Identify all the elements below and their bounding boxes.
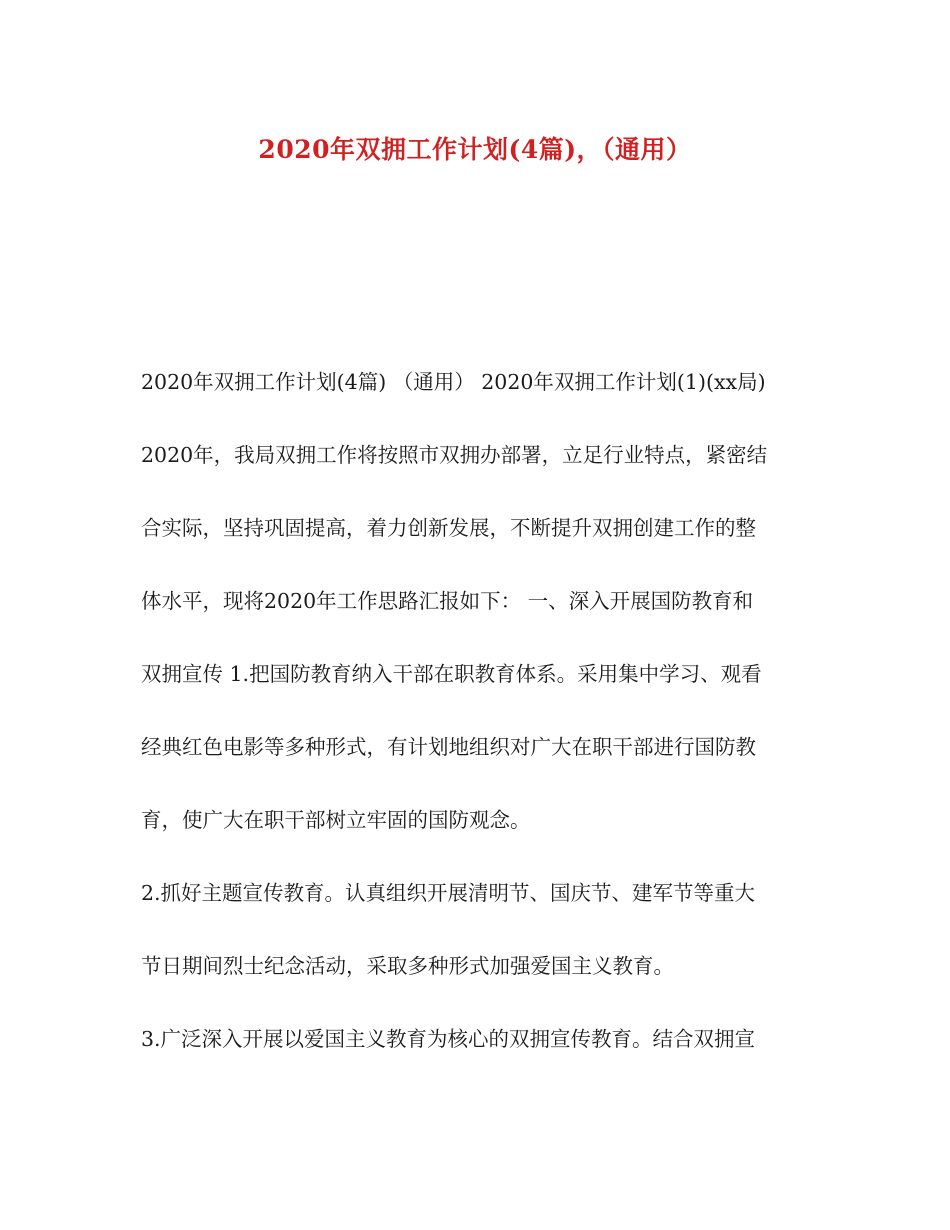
body-line: 合实际，坚持巩固提高，着力创新发展，不断提升双拥创建工作的整 [141,516,756,540]
body-line: 3.广泛深入开展以爱国主义教育为核心的双拥宣传教育。结合双拥宣 [141,1027,756,1051]
body-line: 2020年，我局双拥工作将按照市双拥办部署，立足行业特点，紧密结 [141,443,768,467]
body-line: 体水平，现将2020年工作思路汇报如下： 一、深入开展国防教育和 [141,589,754,613]
body-line: 2020年双拥工作计划(4篇) （通用） 2020年双拥工作计划(1)(xx局) [141,370,766,394]
body-line: 育，使广大在职干部树立牢固的国防观念。 [141,808,531,832]
body-line: 2.抓好主题宣传教育。认真组织开展清明节、国庆节、建军节等重大 [141,881,756,905]
body-line: 经典红色电影等多种形式，有计划地组织对广大在职干部进行国防教 [141,735,756,759]
page-title: 2020年双拥工作计划(4篇)，（通用） [258,135,692,164]
body-line: 双拥宣传 1.把国防教育纳入干部在职教育体系。采用集中学习、观看 [141,662,762,686]
body-line: 节日期间烈士纪念活动，采取多种形式加强爱国主义教育。 [141,954,674,978]
document-body [141,364,821,1094]
